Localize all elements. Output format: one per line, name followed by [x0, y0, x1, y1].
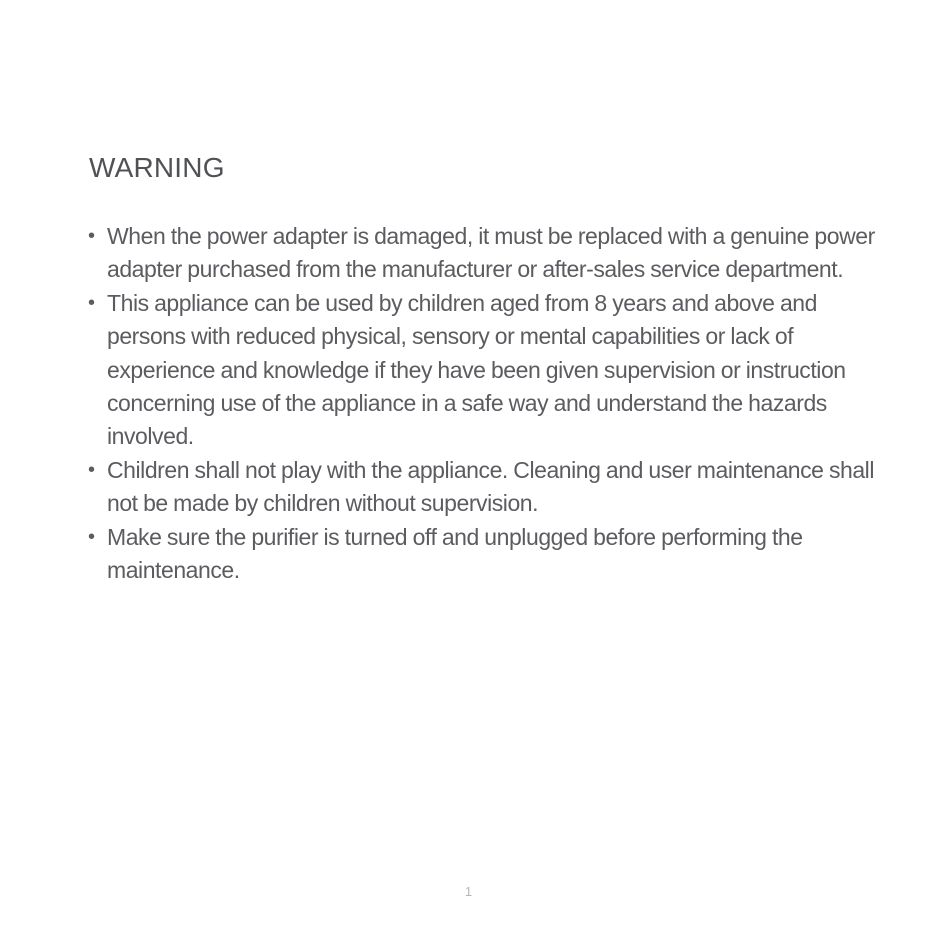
warning-text: This appliance can be used by children aged from 8 years and above and persons with reduced physical, sensory or mental capabilities or lack of experience and knowledge if they have been given supervision or instruction concerning use of the appliance in a safe way and understand the hazards involved. — [107, 289, 846, 450]
warning-item-children-persons — [89, 287, 889, 454]
bullet-icon: • — [88, 225, 95, 247]
warning-text: Children shall not play with the appliance. Cleaning and user maintenance shall not be made by children without supervision. — [107, 456, 875, 517]
bullet-icon: • — [88, 458, 95, 481]
bullet-icon: • — [88, 291, 95, 314]
warning-item-maintenance — [89, 521, 889, 588]
warning-text: Make sure the purifier is turned off and unplugged before performing the maintenance. — [107, 523, 803, 584]
warning-item-children-play — [89, 454, 889, 521]
warning-item-adapter — [89, 220, 889, 287]
page-number: 1 — [464, 884, 473, 899]
warning-list — [89, 220, 889, 587]
warning-heading: WARNING — [89, 152, 225, 183]
warning-text: When the power adapter is damaged, it must be replaced with a genuine power adapter purchased from the manufacturer or after-sales service department. — [107, 223, 875, 283]
bullet-icon: • — [88, 525, 95, 548]
